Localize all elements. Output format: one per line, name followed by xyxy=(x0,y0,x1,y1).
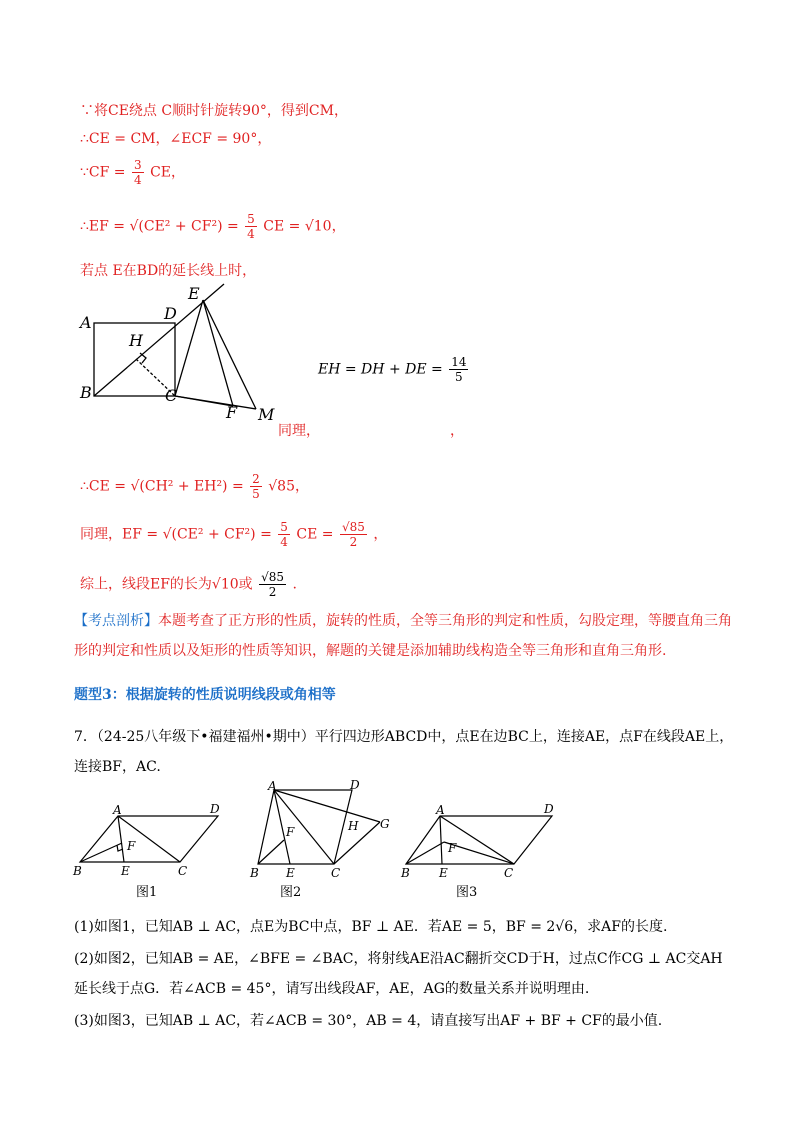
fig2-label-g: G xyxy=(380,817,390,831)
l8-pre: 综上，线段EF的长为√10或 xyxy=(80,576,253,593)
fig2-label-h: H xyxy=(348,819,359,833)
fig3-label-f: F xyxy=(448,841,457,855)
l3-post: CE， xyxy=(150,164,185,181)
label-e: E xyxy=(188,284,200,303)
segment-bf-1 xyxy=(80,843,122,862)
solution-line-5: 若点 E在BD的延长线上时， xyxy=(80,263,257,279)
question-2: (2)如图2，已知AB = AE，∠BFE = ∠BAC，将射线AE沿AC翻折交CD于H，过点C作CG ⊥ AC交AH延长线于点G．若∠ACB = 45°，请写出线段AF，AE，AG的数量关系并说明理由. xyxy=(74,951,723,997)
diagonal-bd-extended xyxy=(94,284,224,396)
figure-3 xyxy=(396,800,566,900)
fig3-label-e: E xyxy=(439,866,448,880)
fig2-label-f: F xyxy=(286,825,295,839)
label-d: D xyxy=(164,304,177,323)
segment-ag-2 xyxy=(274,790,380,822)
problem-intro: 7．（24-25八年级下•福建福州•期中）平行四边形ABCD中，点E在边BC上，连接AE，点F在线段AE上，连接BF，AC. xyxy=(74,729,734,775)
fig3-label-c: C xyxy=(504,866,514,880)
fig2-label-c: C xyxy=(331,866,341,880)
l4-pre: ∴EF = √(CE² + CF²) = xyxy=(80,218,239,235)
fig3-label-a: A xyxy=(436,803,445,817)
fig3-caption: 图3 xyxy=(456,885,478,900)
frac-den: 2 xyxy=(268,585,277,599)
solution-line-7 xyxy=(80,520,387,549)
l7-mid: CE = xyxy=(296,526,334,543)
segment-ae-3 xyxy=(440,816,442,864)
label-c: C xyxy=(165,386,178,405)
frac-den: 5 xyxy=(252,487,260,501)
solution-line-2: ∴CE = CM，∠ECF = 90°， xyxy=(80,131,272,147)
fraction-sqrt85-2 xyxy=(340,520,367,549)
analysis-paragraph xyxy=(74,606,734,666)
square-rotation-figure xyxy=(76,280,276,430)
fig1-label-f: F xyxy=(127,839,136,853)
fraction-5-4b xyxy=(278,520,290,549)
fig2-label-d: D xyxy=(350,780,360,792)
fig2-label-a: A xyxy=(268,780,277,793)
fig2-label-b: B xyxy=(250,866,259,880)
l8-post: . xyxy=(292,576,297,593)
l3-pre: ∵CF = xyxy=(80,164,126,181)
eq-eh-pre: EH = DH + DE = xyxy=(318,361,443,378)
fig1-label-e: E xyxy=(121,864,130,878)
segment-ae-1 xyxy=(118,816,124,862)
solution-line-3 xyxy=(80,158,185,187)
l7-pre: 同理，EF = √(CE² + CF²) = xyxy=(80,526,272,543)
fig1-label-a: A xyxy=(113,803,122,817)
l7-post: ， xyxy=(373,526,388,543)
solution-line-8 xyxy=(80,570,297,599)
fraction-3-4 xyxy=(132,158,144,187)
frac-den: 2 xyxy=(349,535,358,549)
frac-num: √85 xyxy=(341,520,365,534)
figure-1 xyxy=(70,800,230,900)
solution-line-1: ∵将CE绕点 C顺时针旋转90°，得到CM， xyxy=(80,103,348,119)
fig2-label-e: E xyxy=(286,866,295,880)
l6-pre: ∴CE = √(CH² + EH²) = xyxy=(80,478,244,495)
label-m: M xyxy=(258,405,275,424)
fraction-sqrt85-2b xyxy=(259,570,286,599)
fig1-caption: 图1 xyxy=(136,885,158,900)
question-3: (3)如图3，已知AB ⊥ AC，若∠ACB = 30°，AB = 4，请直接写出AF + BF + CF的最小值. xyxy=(74,1013,663,1029)
l6-post: √85， xyxy=(268,478,309,495)
l4-post: CE = √10， xyxy=(263,218,346,235)
solution-line-6 xyxy=(80,472,309,501)
frac-den: 4 xyxy=(280,535,288,549)
comma-1: ， xyxy=(450,423,464,439)
segment-cm xyxy=(175,396,256,409)
fig1-label-b: B xyxy=(73,864,82,878)
parallelogram-2 xyxy=(258,790,352,864)
fraction-14-5 xyxy=(449,355,468,384)
diagonal-ac-2 xyxy=(274,790,334,864)
frac-num: 5 xyxy=(247,212,255,226)
analysis-text: 本题考查了正方形的性质，旋转的性质，全等三角形的判定和性质，勾股定理，等腰直角三角形的判定和性质以及矩形的性质等知识，解题的关键是添加辅助线构造全等三角形和直角三角形. xyxy=(74,613,732,659)
fraction-5-4 xyxy=(245,212,257,241)
frac-den: 4 xyxy=(133,173,142,187)
frac-num: 5 xyxy=(280,520,288,534)
label-f: F xyxy=(226,403,238,422)
label-b: B xyxy=(80,383,92,402)
segment-bf-3 xyxy=(406,842,444,864)
frac-den: 5 xyxy=(455,370,463,384)
solution-line-4 xyxy=(80,212,346,241)
frac-num: 14 xyxy=(451,355,467,369)
frac-num: 2 xyxy=(252,472,260,486)
eq-eh xyxy=(318,355,470,384)
parallelogram-3 xyxy=(406,816,552,864)
fig2-caption: 图2 xyxy=(280,885,302,900)
label-a: A xyxy=(80,313,92,332)
section-title: 题型3：根据旋转的性质说明线段或角相等 xyxy=(74,687,336,703)
fig3-label-b: B xyxy=(401,866,410,880)
label-h: H xyxy=(129,331,143,350)
fraction-2-5 xyxy=(250,472,262,501)
fig3-label-d: D xyxy=(544,802,554,816)
fig1-label-c: C xyxy=(178,864,188,878)
tongli-1: 同理， xyxy=(278,423,320,439)
frac-num: 3 xyxy=(133,158,142,172)
question-1: (1)如图1，已知AB ⊥ AC，点E为BC中点，BF ⊥ AE．若AE = 5，BF = 2√6，求AF的长度. xyxy=(74,919,668,935)
analysis-tag: 【考点剖析】 xyxy=(74,613,158,629)
diagonal-ac-3 xyxy=(440,816,514,864)
frac-den: 4 xyxy=(247,227,255,241)
frac-num: √85 xyxy=(261,570,285,584)
fig1-label-d: D xyxy=(210,802,220,816)
figure-2 xyxy=(246,780,406,900)
